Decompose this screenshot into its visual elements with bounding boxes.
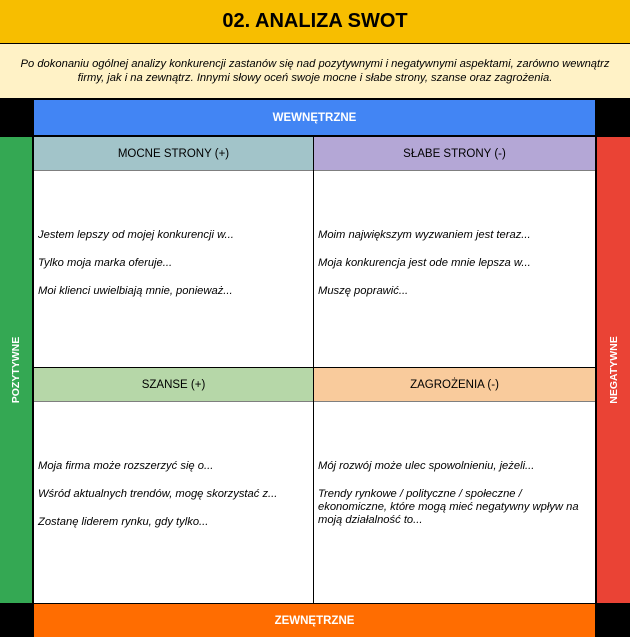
- strengths-item: Moi klienci uwielbiają mnie, ponieważ...: [38, 285, 233, 297]
- threats-body[interactable]: [314, 402, 595, 527]
- strengths-quadrant: [34, 137, 313, 367]
- opportunities-item: Zostanę liderem rynku, gdy tylko...: [38, 516, 209, 528]
- page-title: 02. ANALIZA SWOT: [0, 0, 630, 44]
- positive-label: POZYTYWNE: [10, 336, 22, 404]
- negative-band: [597, 137, 630, 603]
- opportunities-item: Wśród aktualnych trendów, mogę skorzystać z...: [38, 488, 278, 500]
- swot-grid: [34, 137, 595, 603]
- strengths-item: Tylko moja marka oferuje...: [38, 257, 173, 269]
- threats-quadrant: [314, 368, 595, 603]
- opportunities-item: Moja firma może rozszerzyć się o...: [38, 460, 214, 472]
- positive-band: [0, 137, 32, 603]
- strengths-item: Jestem lepszy od mojej konkurencji w...: [38, 229, 234, 241]
- intro-text: Po dokonaniu ogólnej analizy konkurencji zastanów się nad pozytywnymi i negatywnymi aspektami, zarówno wewnątrz firmy, jak i na zewnątrz. Innymi słowy oceń swoje mocne i słabe strony, szanse oraz zagrożenia.: [0, 44, 630, 98]
- threats-item: Mój rozwój może ulec spowolnieniu, jeżeli...: [318, 460, 535, 472]
- opportunities-header: SZANSE (+): [34, 368, 313, 402]
- threats-item: Trendy rynkowe / polityczne / społeczne / ekonomiczne, które mogą mieć negatywny wpływ na moją działalność to...: [318, 488, 579, 526]
- internal-band: WEWNĘTRZNE: [34, 100, 595, 135]
- weaknesses-item: Moja konkurencja jest ode mnie lepsza w...: [318, 257, 531, 269]
- weaknesses-item: Muszę poprawić...: [318, 285, 409, 297]
- weaknesses-header: SŁABE STRONY (-): [314, 137, 595, 171]
- weaknesses-quadrant: [314, 137, 595, 367]
- grid-divider-horizontal: [34, 367, 595, 368]
- weaknesses-item: Moim największym wyzwaniem jest teraz...: [318, 229, 531, 241]
- opportunities-body[interactable]: [34, 402, 313, 529]
- opportunities-quadrant: [34, 368, 313, 603]
- weaknesses-body[interactable]: [314, 171, 595, 298]
- external-band: ZEWNĘTRZNE: [34, 604, 595, 637]
- grid-divider-vertical: [313, 137, 314, 603]
- strengths-header: MOCNE STRONY (+): [34, 137, 313, 171]
- negative-label: NEGATYWNE: [607, 336, 620, 404]
- strengths-body[interactable]: [34, 171, 313, 298]
- threats-header: ZAGROŻENIA (-): [314, 368, 595, 402]
